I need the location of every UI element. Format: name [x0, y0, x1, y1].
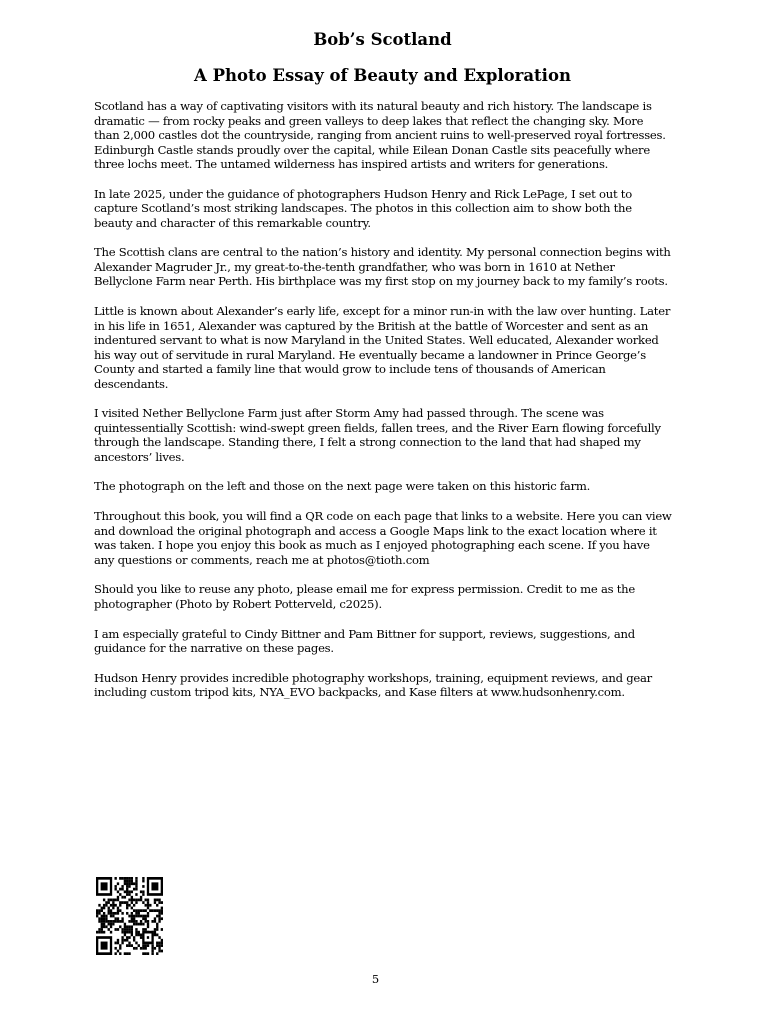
page-title: Bob’s Scotland: [313, 30, 452, 49]
page-number: 5: [371, 972, 380, 986]
paragraph-thanks: I am especially grateful to Cindy Bittner and Pam Bittner for support, reviews, suggestions, and guidance for the narrative on these pages.: [94, 626, 635, 655]
paragraph-reuse: Should you like to reuse any photo, please email me for express permission. Credit to me as the photographer (Photo by Robert Potterveld, c2025).: [94, 582, 635, 611]
essay-body: [94, 99, 672, 715]
page-subtitle: A Photo Essay of Beauty and Exploration: [194, 66, 571, 85]
paragraph-alexander: Little is known about Alexander’s early life, except for a minor run-in with the law over hunting. Later in his life in 1651, Alexander was captured by the British at the battle of Worcester and sent as an indentured servant to what is now Maryland in the United States. Well educated, Alexander worked his way out of servitude in rural Maryland. He eventually became a landowner in Prince George’s County and started a family line that would grow to include tens of thousands of American descendants.: [94, 304, 671, 391]
qr-code-icon[interactable]: [96, 877, 163, 955]
paragraph-photographers: In late 2025, under the guidance of photographers Hudson Henry and Rick LePage, I set out to capture Scotland’s most striking landscapes. The photos in this collection aim to show both the beauty and character of this remarkable country.: [94, 186, 632, 230]
paragraph-clans: The Scottish clans are central to the nation’s history and identity. My personal connection begins with Alexander Magruder Jr., my great-to-the-tenth grandfather, who was born in 1610 at Nether Bellyclone Farm near Perth. His birthplace was my first stop on my journey back to my family’s roots.: [94, 245, 671, 289]
paragraph-hudson-henry: Hudson Henry provides incredible photography workshops, training, equipment reviews, and gear including custom tripod kits, NYA_EVO backpacks, and Kase filters at www.hudsonhenry.com.: [94, 670, 652, 700]
paragraph-intro: Scotland has a way of captivating visitors with its natural beauty and rich history. The landscape is dramatic — from rocky peaks and green valleys to deep lakes that reflect the changing sky. More than 2,000 castles dot the countryside, ranging from ancient ruins to well-preserved royal fortresses. Edinburgh Castle stands proudly over the capital, while Eilean Donan Castle sits peacefully where three lochs meet. The untamed wilderness has inspired artists and writers for generations.: [94, 99, 666, 171]
paragraph-farm-visit: I visited Nether Bellyclone Farm just after Storm Amy had passed through. The scene was quintessentially Scottish: wind-swept green fields, fallen trees, and the River Earn flowing forcefully through the landscape. Standing there, I felt a strong connection to the land that had shaped my ancestors’ lives.: [94, 406, 661, 464]
paragraph-photo-note: The photograph on the left and those on the next page were taken on this historic farm.: [94, 479, 591, 494]
paragraph-qr-info: Throughout this book, you will find a QR code on each page that links to a website. Here you can view and download the original photograph and access a Google Maps link to the exact location where it was taken. I hope you enjoy this book as much as I enjoyed photographing each scene. If you have any questions or comments, reach me at photos@tioth.com: [94, 509, 672, 567]
